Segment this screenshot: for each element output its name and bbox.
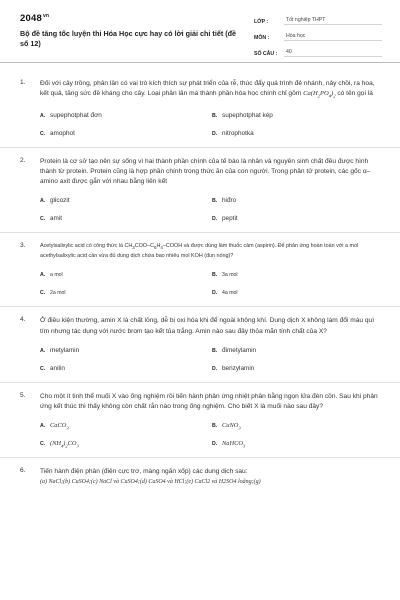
meta-label: MÔN : [254,35,270,41]
option-a[interactable]: A. glicozit [40,197,70,205]
option-b[interactable]: B. đimetylamin [212,346,257,354]
option-d[interactable]: D. NaHCO$_3$ [212,440,246,449]
question-list [0,70,400,494]
site-logo[interactable]: $2048^{vn}$ [20,13,50,25]
question-text-line: Tiến hành điện phân (điện cực trơ, màng ngăn xốp) các dung dịch sau: [40,468,248,476]
answer-options [40,194,382,226]
option-a[interactable]: A. metylamin [40,346,80,354]
option-b[interactable]: B. hiđro [212,197,237,205]
option-d[interactable]: D. 4a mol [212,290,238,297]
question-number: 4. [20,316,26,324]
meta-label: SỐ CÂU : [254,51,278,57]
option-c[interactable]: C. amophot [40,129,75,137]
meta-value: Tốt nghiệp THPT [284,17,382,25]
question-text: Ở điều kiện thường, amin X là chất lỏng, dễ bị oxi hóa khi để ngoài không khí. Dung dịch X không làm đổi màu quì tím nhưng tác dụng với nước brom tạo kết tủa trắng. Amin nào sau đây thỏa mãn tính chất của X? [40,317,375,335]
answer-options [40,268,382,300]
exam-meta [254,16,382,64]
option-c[interactable]: C. $(NH_4)_2CO_3$ [40,440,79,449]
answer-options [40,109,382,141]
question-4 [0,307,400,382]
option-c[interactable]: C. 2a mol [40,290,66,297]
question-text: Acetylsalixylic acid có công thức là $CH_3COO-C_6H_4$–COOH và được dùng làm thuốc cảm (aspirin). Để phản ứng hoàn toàn với a mol acethylsalixylic acid cần vừa đủ dung dịch chứa bao nhiêu mol KOH (đun nóng)? [40,243,359,260]
question-6 [0,458,400,493]
meta-value: Hóa học [284,33,382,41]
answer-options [40,344,382,376]
question-text: Cho một ít tinh thể muối X vào ống nghiệm rồi tiến hành phản ứng nhiệt phân bằng ngọn lửa đèn cồn. Sau khi phản ứng kết thúc thì thấy không còn chất rắn nào trong ống nghiệm. Cho biết X là muối nào sau đây? [40,392,378,411]
question-text-formula-line: (a) NaCl;(b) CuSO4;(c) NaCl và CuSO4;(d) CuSO4 và HCl;(e) CaCl2 và H2SO4 loãng;(g) [40,479,261,486]
question-number: 1. [20,79,26,86]
meta-value: 40 [284,49,382,57]
meta-row-socau [254,48,382,57]
option-d[interactable]: D. nitrophotka [212,129,254,137]
question-number: 3. [20,242,26,250]
option-c[interactable]: C. anilin [40,364,65,372]
question-5 [0,383,400,458]
option-a[interactable]: A. supephotphat đơn [40,111,102,119]
question-text [40,467,382,487]
question-number: 2. [20,156,26,164]
meta-label: LỚP : [254,19,269,25]
option-a[interactable]: A. a mol [40,272,63,279]
document-title: Bộ đề tăng tốc luyện thi Hóa Học cực hay có lời giải chi tiết (đề số 12) [20,29,236,48]
question-1 [0,70,400,148]
question-number: 5. [20,391,26,399]
meta-row-mon [254,32,382,41]
option-b[interactable]: B. CuNO$_3$ [212,422,241,431]
question-number: 6. [20,467,26,475]
question-2 [0,148,400,234]
question-3 [0,233,400,307]
meta-row-lop [254,16,382,25]
answer-options [40,419,382,451]
question-text: Đối với cây trồng, phân lân có vai trò kích thích sự phát triển của rễ, thúc đẩy quá trình đẻ nhánh, nảy chồi, ra hoa, kết quả, tăng sức đề kháng cho cây. Loại phân lân mà thành phần hóa học chính chỉ gồm $Ca(H_2PO_4)_2$ có tên gọi là [40,80,375,99]
question-text: Protein là cơ sở tạo nên sự sống vì hai thành phần chính của tế bào là nhân và nguyên sinh chất đều được hình thành từ protein. Protein cũng là hợp phần chính trong thức ăn của con người. Trong phân tử protein, các gốc α–amino axit được gắn với nhau bằng liên kết [40,157,371,186]
option-d[interactable]: D. benzylamin [212,364,255,372]
option-b[interactable]: B. 3a mol [212,272,238,279]
option-a[interactable]: A. CaCO$_3$ [40,422,69,431]
option-b[interactable]: B. supephotphat kép [212,111,273,119]
option-c[interactable]: C. amit [40,215,63,223]
page-header [0,0,400,63]
option-d[interactable]: D. peptit [212,215,238,223]
